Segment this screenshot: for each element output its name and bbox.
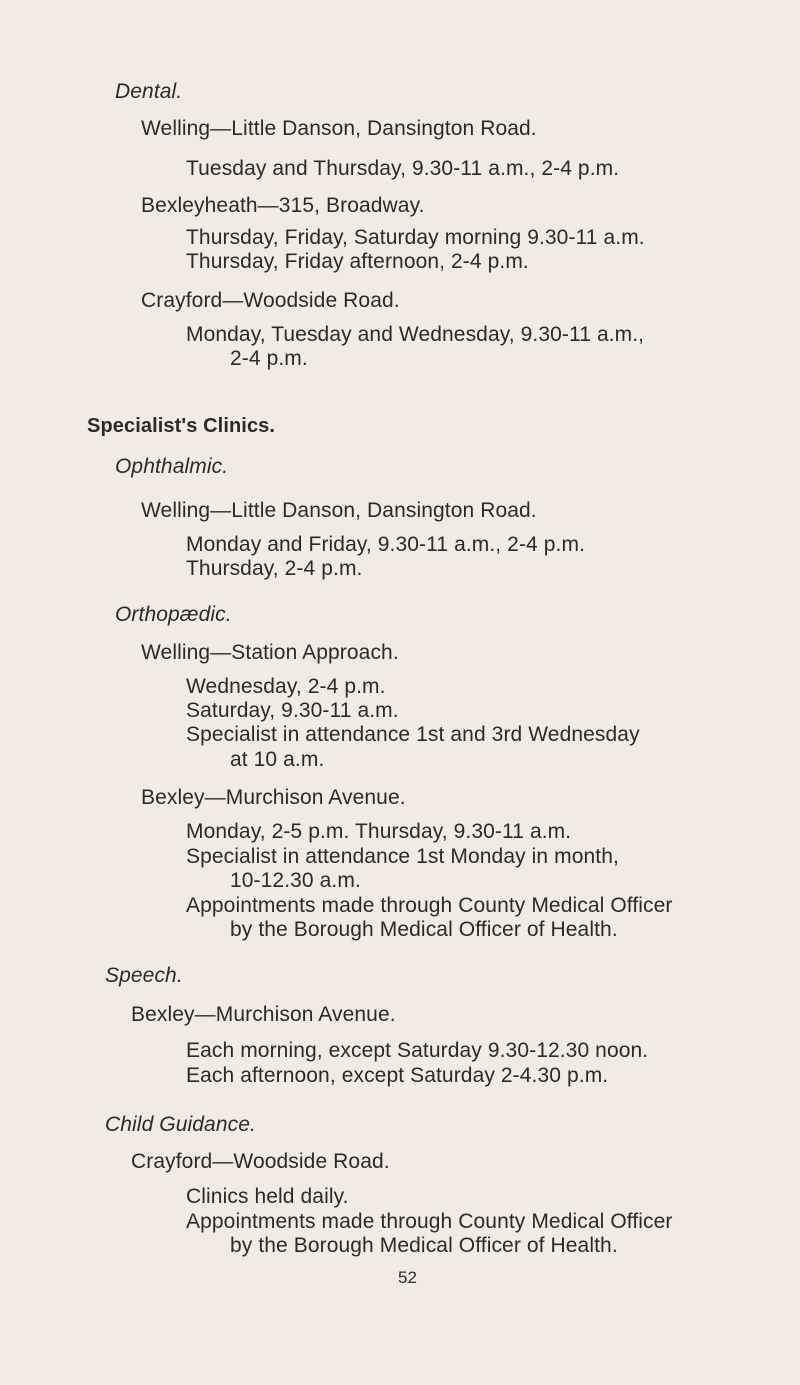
speech-bexley-location: Bexley—Murchison Avenue. — [131, 1003, 396, 1026]
dental-welling-location: Welling—Little Danson, Dansington Road. — [141, 117, 537, 140]
dental-crayford-times-1: Monday, Tuesday and Wednesday, 9.30-11 a.m., — [186, 323, 645, 346]
orthopaedic-bexley-location: Bexley—Murchison Avenue. — [141, 786, 406, 809]
orthopaedic-bexley-times-2: Specialist in attendance 1st Monday in month, — [186, 845, 619, 868]
dental-heading: Dental. — [115, 80, 183, 103]
child-guidance-crayford-note-1: Clinics held daily. — [186, 1185, 349, 1208]
dental-bexleyheath-times-2: Thursday, Friday afternoon, 2-4 p.m. — [186, 250, 529, 273]
dental-crayford-location: Crayford—Woodside Road. — [141, 289, 400, 312]
child-guidance-heading: Child Guidance. — [105, 1113, 256, 1136]
child-guidance-crayford-note-3: by the Borough Medical Officer of Health. — [230, 1234, 618, 1257]
orthopaedic-welling-location: Welling—Station Approach. — [141, 641, 399, 664]
speech-bexley-times-2: Each afternoon, except Saturday 2-4.30 p.m. — [186, 1064, 609, 1087]
orthopaedic-bexley-times-3: 10-12.30 a.m. — [230, 869, 361, 892]
orthopaedic-heading: Orthopædic. — [115, 603, 232, 626]
ophthalmic-welling-times-1: Monday and Friday, 9.30-11 a.m., 2-4 p.m. — [186, 533, 586, 556]
orthopaedic-welling-times-3: Specialist in attendance 1st and 3rd Wednesday — [186, 723, 640, 746]
ophthalmic-welling-location: Welling—Little Danson, Dansington Road. — [141, 499, 537, 522]
orthopaedic-bexley-note-2: by the Borough Medical Officer of Health. — [230, 918, 618, 941]
orthopaedic-welling-times-2: Saturday, 9.30-11 a.m. — [186, 699, 399, 722]
specialists-heading: Specialist's Clinics. — [87, 415, 276, 437]
child-guidance-crayford-note-2: Appointments made through County Medical Officer — [186, 1210, 673, 1233]
dental-bexleyheath-times-1: Thursday, Friday, Saturday morning 9.30-11 a.m. — [186, 226, 645, 249]
child-guidance-crayford-location: Crayford—Woodside Road. — [131, 1150, 390, 1173]
orthopaedic-welling-times-4: at 10 a.m. — [230, 748, 325, 771]
page-number: 52 — [398, 1268, 418, 1287]
speech-heading: Speech. — [105, 964, 183, 987]
dental-crayford-times-2: 2-4 p.m. — [230, 347, 308, 370]
speech-bexley-times-1: Each morning, except Saturday 9.30-12.30 noon. — [186, 1039, 649, 1062]
dental-welling-times: Tuesday and Thursday, 9.30-11 a.m., 2-4 p.m. — [186, 157, 620, 180]
dental-bexleyheath-location: Bexleyheath—315, Broadway. — [141, 194, 425, 217]
ophthalmic-welling-times-2: Thursday, 2-4 p.m. — [186, 557, 363, 580]
ophthalmic-heading: Ophthalmic. — [115, 455, 229, 478]
orthopaedic-welling-times-1: Wednesday, 2-4 p.m. — [186, 675, 386, 698]
orthopaedic-bexley-note-1: Appointments made through County Medical Officer — [186, 894, 673, 917]
orthopaedic-bexley-times-1: Monday, 2-5 p.m. Thursday, 9.30-11 a.m. — [186, 820, 572, 843]
